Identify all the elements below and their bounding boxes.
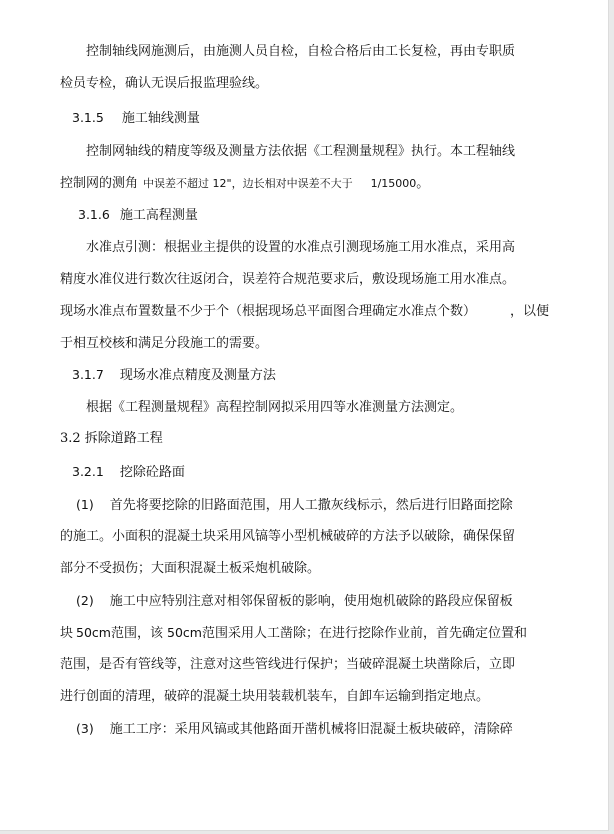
list-item-1 <box>76 497 513 514</box>
text-span: 块 <box>60 626 74 641</box>
section-title: 施工轴线测量 <box>121 111 200 126</box>
paragraph-line: 水准点引测：根据业主提供的设置的水准点引测现场施工用水准点，采用高 <box>86 240 516 255</box>
paragraph-line: 于相互校核和满足分段施工的需要。 <box>60 336 269 351</box>
text-span: 范围，该 <box>110 626 163 641</box>
paragraph-line <box>60 176 429 192</box>
paragraph-line: 控制轴线网施测后，由施测人员自检，自检合格后由工长复检，再由专职质 <box>86 44 516 59</box>
text-span: 范围采用人工凿除；在进行挖除作业前，首先确定位置和 <box>201 626 527 641</box>
paragraph-line: 的施工。小面积的混凝土块采用风镐等小型机械破碎的方法予以破除，确保保留 <box>60 529 516 544</box>
text-span: 50cm <box>167 625 202 640</box>
paragraph-line: 进行创面的清理，破碎的混凝土块用装载机装车，自卸车运输到指定地点。 <box>60 689 490 704</box>
text-span: 控制网的测角 <box>60 176 139 191</box>
paragraph-line: 部分不受损伤；大面积混凝土板采炮机破除。 <box>60 561 321 576</box>
text-span: 首先将要挖除的旧路面范围，用人工撒灰线标示，然后进行旧路面挖除 <box>109 498 513 513</box>
paragraph-line <box>60 304 549 320</box>
section-number: 3.1.7 <box>72 367 104 382</box>
text-span: 中误差不超过 12"，边长相对中误差不大于 <box>143 177 353 190</box>
text-span: 1/15000 <box>370 177 417 190</box>
paragraph-line: 范围，是否有管线等，注意对这些管线进行保护；当破碎混凝土块凿除后，立即 <box>60 657 516 672</box>
section-heading-3-1-7 <box>72 367 276 384</box>
section-number: 3.1.5 <box>72 110 104 125</box>
paragraph-line: 精度水准仪进行数次往返闭合，误差符合规范要求后，敷设现场施工用水准点。 <box>60 272 516 287</box>
list-number: (2) <box>76 593 94 608</box>
section-title: 现场水准点精度及测量方法 <box>119 368 276 383</box>
text-span: 。 <box>416 176 430 191</box>
section-heading-3-2: 3.2 拆除道路工程 <box>60 431 163 446</box>
section-title: 挖除砼路面 <box>119 465 185 480</box>
text-span: 现场水准点布置数量不少于个（根据现场总平面图合理确定水准点个数） <box>60 304 477 319</box>
paragraph-line: 控制网轴线的精度等级及测量方法依据《工程测量规程》执行。本工程轴线 <box>86 144 516 159</box>
paragraph-line: 根据《工程测量规程》高程控制网拟采用四等水准测量方法测定。 <box>86 400 464 415</box>
list-number: (1) <box>76 497 94 512</box>
section-title: 施工高程测量 <box>119 208 198 223</box>
section-number: 3.1.6 <box>78 207 110 222</box>
list-item-3 <box>76 721 513 738</box>
text-span: 50cm <box>76 625 111 640</box>
section-heading-3-2-1 <box>72 464 185 481</box>
section-number: 3.2.1 <box>72 464 104 479</box>
text-span: ，以便 <box>510 304 550 319</box>
list-number: (3) <box>76 721 94 736</box>
section-heading-3-1-6 <box>78 207 198 224</box>
section-heading-3-1-5 <box>72 110 200 127</box>
text-span: 施工中应特别注意对相邻保留板的影响，使用炮机破除的路段应保留板 <box>109 594 513 609</box>
paragraph-line: 检员专检，确认无误后报监理验线。 <box>60 76 269 91</box>
paragraph-line <box>60 625 527 642</box>
text-span: 施工工序：采用风镐或其他路面开凿机械将旧混凝土板块破碎，清除碎 <box>109 722 513 737</box>
list-item-2 <box>76 593 513 610</box>
